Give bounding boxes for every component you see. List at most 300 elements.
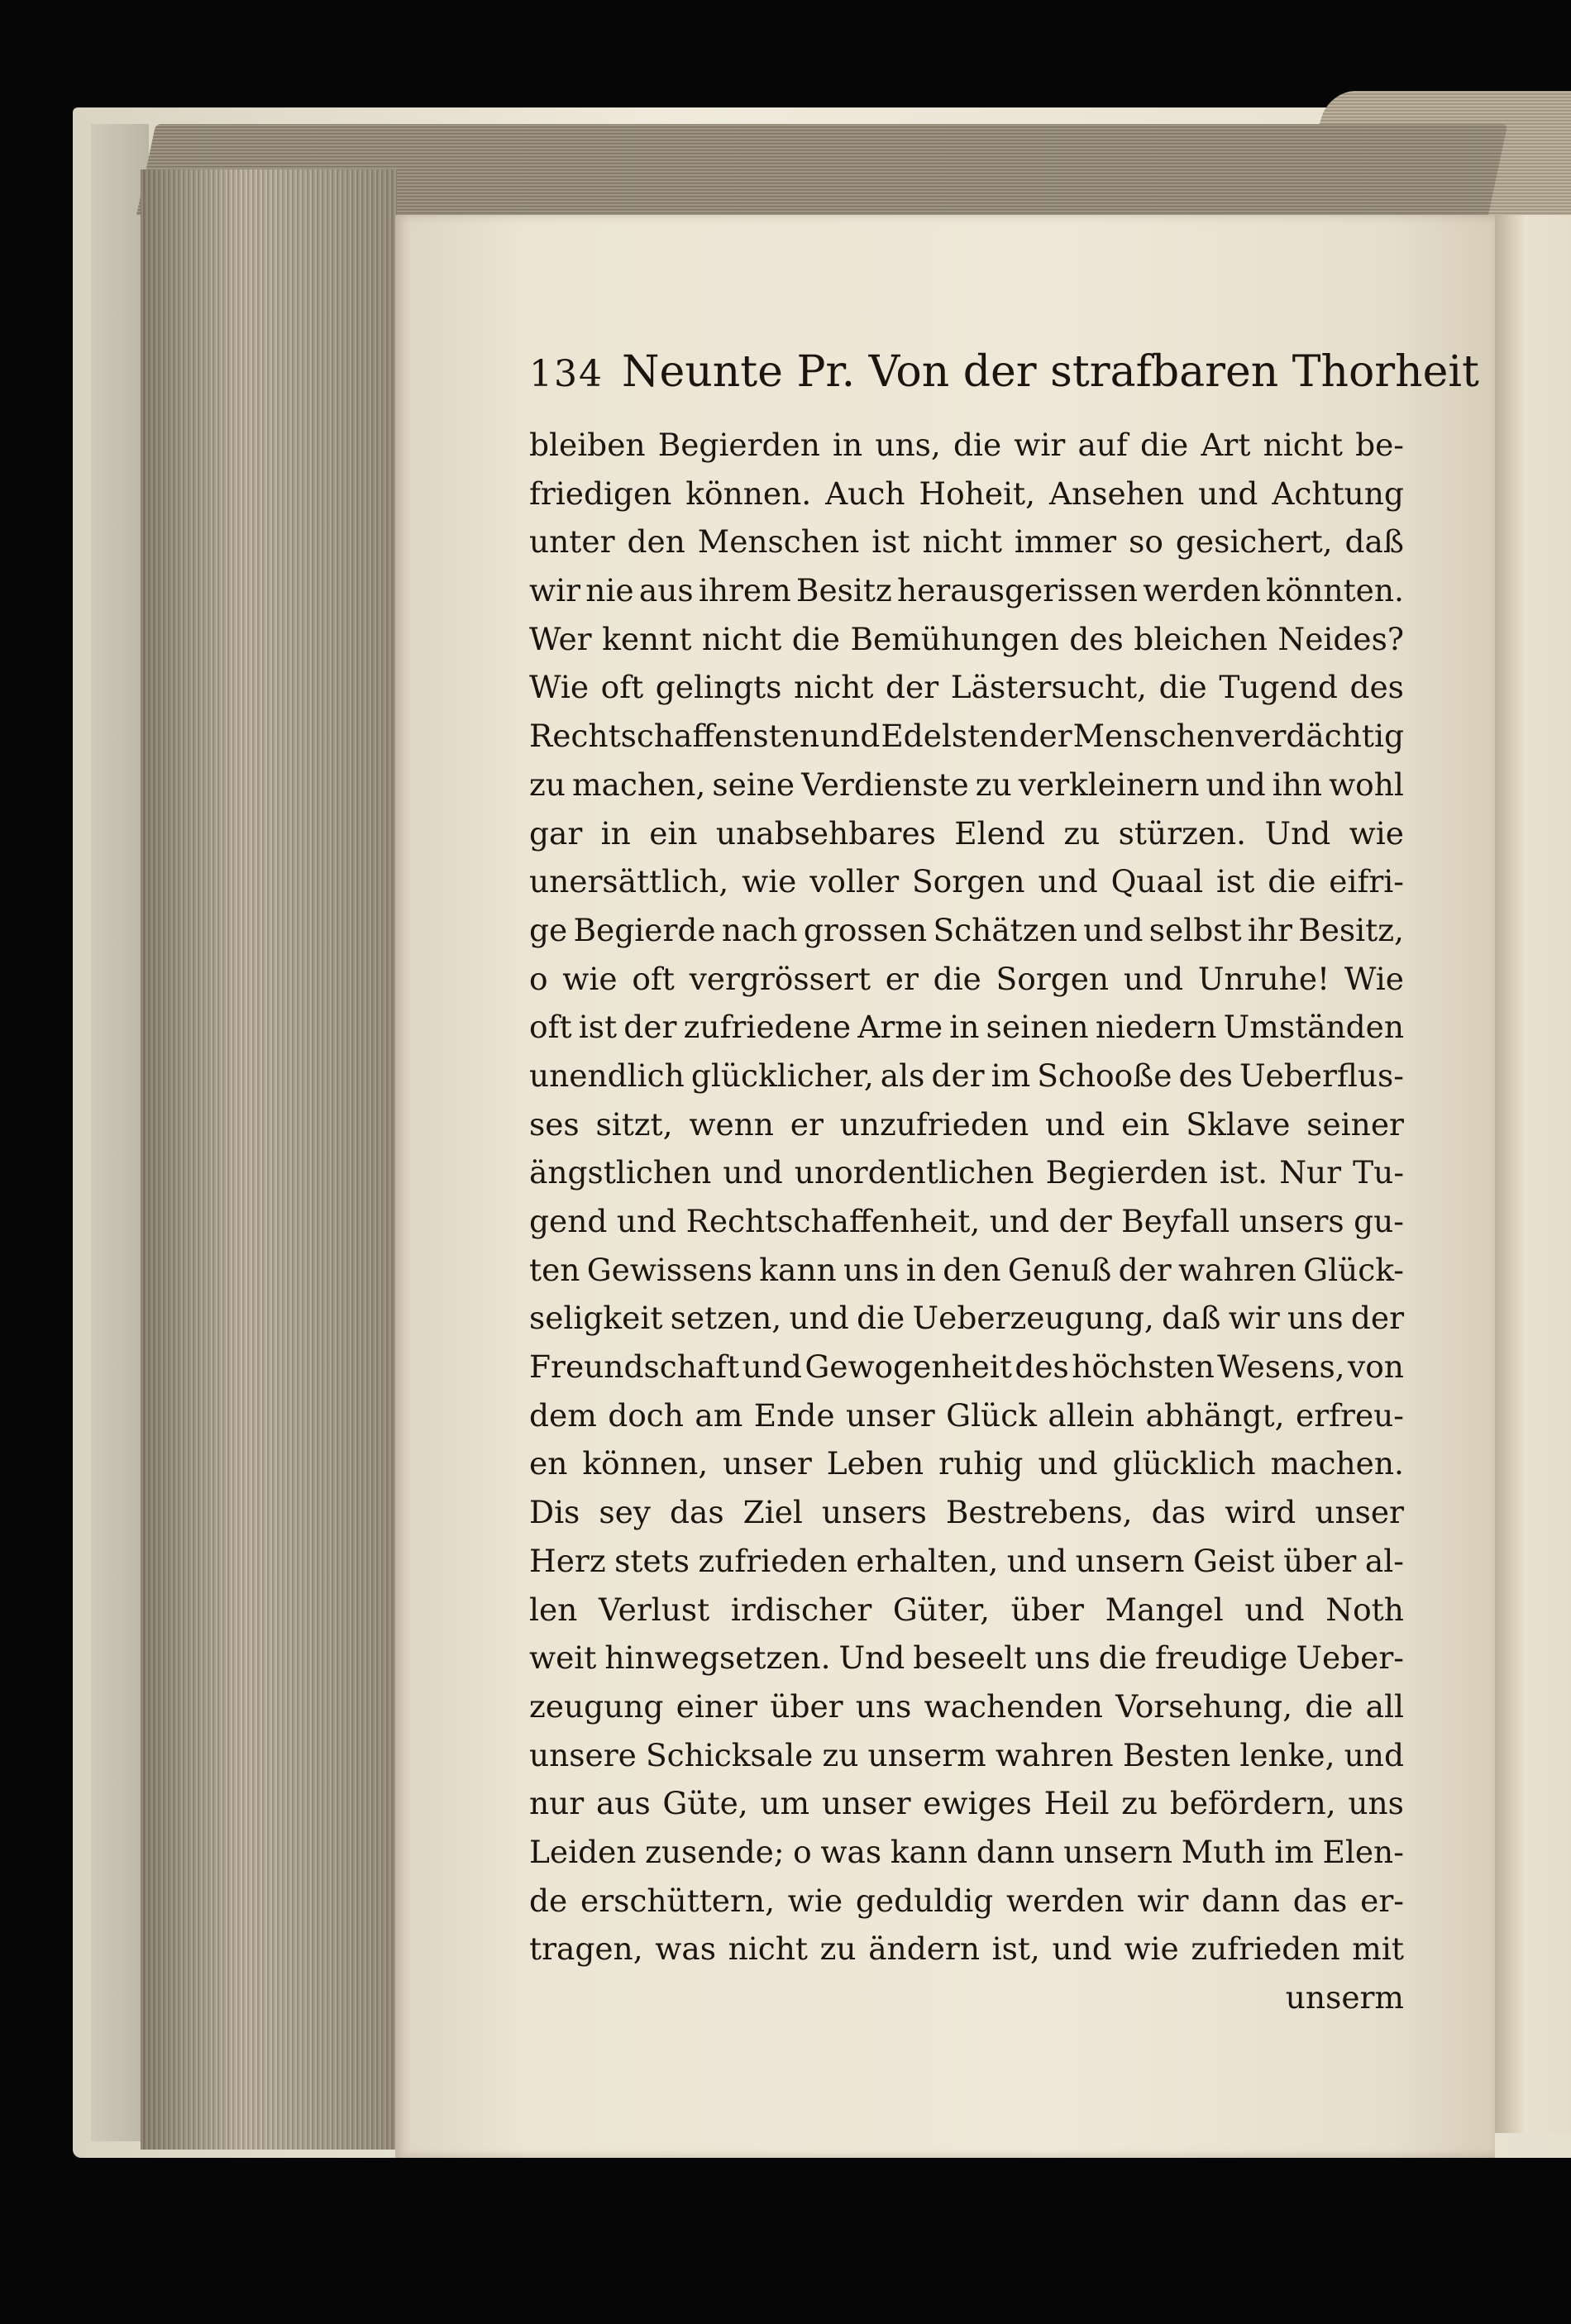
text-line [529,809,1404,858]
word: doch [608,1396,684,1434]
word: wie [1124,1930,1179,1968]
word: vergrössert [689,960,871,997]
word: gu- [1354,1203,1404,1239]
word: gesichert, [1175,523,1333,561]
word: das [1151,1494,1206,1531]
word: nicht [922,523,1002,561]
word: zufrieden [1191,1930,1340,1968]
word: in [833,427,863,463]
word: wenn [689,1105,774,1143]
word: stets [614,1542,690,1579]
word: ist. [1219,1154,1268,1191]
text-line [529,761,1404,809]
word: lenke, [1239,1736,1335,1773]
word: Verdienste [801,766,969,803]
word: wir [1014,427,1066,463]
word: Besten [1122,1736,1231,1773]
word: ändern [868,1930,980,1968]
word: über [1010,1591,1084,1628]
word: daß [1162,1300,1221,1337]
word: ge [529,911,568,948]
word: er [790,1105,824,1143]
word: ist, [991,1930,1040,1968]
word: am [695,1396,743,1434]
word: und [616,1203,677,1239]
word: bleichen [1134,620,1268,657]
word: uns [1034,1639,1091,1677]
word: Freundschaft [529,1348,740,1386]
word: gelingts [655,669,782,706]
text-line [529,1100,1404,1149]
word: zusende; [645,1833,785,1870]
text-line [529,1779,1404,1828]
word: Sorgen [996,960,1110,997]
word: o [529,960,548,997]
word: oft [632,960,675,997]
word: unser [821,1785,911,1822]
word: Noth [1325,1591,1404,1628]
word: den [943,1251,1001,1288]
word: des [1069,620,1124,657]
text-line [529,1731,1404,1780]
text-line [529,518,1404,566]
word: o [793,1833,812,1870]
word: oft [600,669,644,706]
word: Heil [1043,1785,1110,1822]
word: sey [599,1494,651,1531]
word: Besitz, [1298,911,1404,948]
word: kann [890,1833,968,1870]
word: zu [975,766,1012,803]
text-line [529,1197,1404,1246]
text-line [529,470,1404,518]
word: tragen, [529,1930,643,1968]
word: Wer [529,620,592,657]
word: bleiben [529,427,646,463]
word: selbst [1148,911,1242,948]
word: die [953,427,1002,463]
word: mit [1352,1930,1404,1968]
word: Gewogenheit [805,1348,1012,1386]
word: ist [578,1009,618,1046]
word: Dis [529,1494,580,1531]
word: der [931,1057,985,1094]
word: unser [845,1396,935,1434]
word: Begierde [573,911,716,948]
word: Sklave [1186,1105,1291,1143]
word: Schooße [1037,1057,1172,1094]
text-line [529,663,1404,712]
word: die [791,620,840,657]
word: von [1348,1348,1404,1386]
word: ihn [1272,766,1323,803]
word: machen, [571,766,706,803]
word: Glück [946,1396,1037,1434]
word: en [529,1445,568,1482]
word: Elend [954,814,1045,852]
word: aus [638,572,694,609]
word: Begierden [1045,1154,1208,1191]
word: wohl [1329,766,1404,803]
word: kann [759,1251,837,1288]
word: um [760,1785,810,1822]
word: Geist [1193,1542,1275,1579]
word: können, [582,1445,709,1482]
text-line [529,1052,1404,1100]
word: voller [809,863,900,900]
word: über [770,1687,843,1725]
word: Neides? [1277,620,1404,657]
word: unabsehbares [715,814,936,852]
word: Beyfall [1121,1203,1230,1239]
word: im [1274,1833,1314,1870]
word: Gewissens [586,1251,753,1288]
word: Rechtschaffensten [529,718,820,755]
text-line [529,1682,1404,1731]
word: und [1244,1591,1305,1628]
word: zu [529,766,566,803]
word: der [623,1009,677,1046]
page-number: 134 [529,353,604,395]
word: nur [529,1785,585,1822]
word: Auch [825,475,905,512]
word: unsern [1063,1833,1173,1870]
word: und [1083,911,1144,948]
word: unter [529,523,615,561]
word: unsers [821,1494,927,1531]
word: in [949,1009,980,1046]
word: sitzt, [595,1105,673,1143]
word: seiner [1306,1105,1404,1143]
word: unsere [529,1736,637,1773]
word: ein [1121,1105,1170,1143]
word: Quaal [1110,863,1204,900]
word: nicht [794,669,874,706]
word: zu [819,1930,857,1968]
word: höchsten [1072,1348,1215,1386]
word: Ziel [743,1494,803,1531]
word: wir [529,572,581,609]
word: auf [1077,427,1128,463]
text-line [529,906,1404,955]
text-line [529,1488,1404,1537]
word: freudige [1155,1639,1288,1677]
opposite-page-sliver [1495,215,1571,2133]
word: oft [529,1009,572,1046]
word: seine [712,766,795,803]
word: der [886,669,939,706]
word: im [991,1057,1031,1094]
text-line [529,1537,1404,1586]
word: und [1198,475,1258,512]
text-line [529,615,1404,664]
word: Menschen [697,523,860,561]
word: ist [1216,863,1255,900]
word: wie [742,863,797,900]
text-line [529,566,1404,615]
word: grossen [803,911,928,948]
word: und [1052,1930,1112,1968]
word: des [1015,1348,1069,1386]
word: beseelt [913,1639,1027,1677]
word: werden [1143,572,1261,609]
word: gar [529,814,583,852]
word: und [723,1154,783,1191]
word: zeugung [529,1687,664,1725]
word: Arme [857,1009,943,1046]
page-text-block [529,347,1479,2022]
catchword: unserm [1285,1979,1404,2016]
word: der [1118,1251,1172,1288]
word: zu [1121,1785,1158,1822]
catchword-line [529,1973,1404,2022]
word: Leiden [529,1833,637,1870]
word: wird [1225,1494,1296,1531]
word: glücklich [1112,1445,1256,1482]
word: zu [1063,814,1101,852]
word: Herz [529,1542,606,1579]
word: befördern, [1169,1785,1336,1822]
word: ein [649,814,698,852]
word: Unruhe! [1197,960,1330,997]
text-line [529,1343,1404,1391]
word: Wie [1344,960,1404,997]
word: kennt [602,620,692,657]
word: Tugend [1219,669,1338,706]
word: daß [1344,523,1404,561]
word: uns, [875,427,941,463]
word: und [1344,1736,1404,1773]
word: das [670,1494,724,1531]
word: Besitz [795,572,892,609]
word: Vorsehung, [1115,1687,1293,1725]
text-line [529,1439,1404,1488]
word: Tu- [1353,1154,1404,1191]
text-line [529,1246,1404,1295]
word: len [529,1591,578,1628]
word: nicht [701,620,782,657]
word: Ende [753,1396,835,1434]
word: niedern [1095,1009,1217,1046]
word: des [1349,669,1404,706]
word: wie [1349,814,1404,852]
text-line [529,1634,1404,1682]
page-block-shading [141,169,397,2150]
text-line [529,1003,1404,1052]
word: Wesens, [1217,1348,1345,1386]
text-line [529,1391,1404,1440]
word: wahren [995,1736,1114,1773]
word: Verlust [598,1591,710,1628]
word: Elen- [1322,1833,1404,1870]
word: unordentlichen [794,1154,1034,1191]
word: der [1019,718,1072,755]
word: zu [822,1736,859,1773]
word: friedigen [529,475,672,512]
word: in [905,1251,936,1288]
word: abhängt, [1145,1396,1285,1434]
word: irdischer [730,1591,872,1628]
word: so [1129,523,1163,561]
word: gend [529,1203,608,1239]
word: Bemühungen [850,620,1059,657]
word: Umständen [1223,1009,1404,1046]
word: unserm [867,1736,986,1773]
word: wachenden [924,1687,1103,1725]
word: in [600,814,631,852]
word: ten [529,1251,580,1288]
word: uns [843,1251,900,1288]
word: uns [1287,1300,1344,1337]
word: unzufrieden [839,1105,1029,1143]
text-line [529,1294,1404,1343]
word: Wie [529,669,590,706]
word: das [1292,1882,1348,1919]
word: Ansehen [1048,475,1185,512]
word: unser [723,1445,812,1482]
text-line [529,421,1404,470]
word: ihrem [698,572,791,609]
text-line [529,955,1404,1004]
word: Muth [1181,1833,1266,1870]
word: ihr [1247,911,1292,948]
word: dem [529,1396,597,1434]
word: die [1140,427,1189,463]
word: uns [1348,1785,1404,1822]
word: Begierden [657,427,820,463]
text-line [529,1828,1404,1877]
word: unsers [1239,1203,1344,1239]
word: als [880,1057,925,1094]
word: ses [529,1105,580,1143]
text-line [529,1877,1404,1926]
word: Glück- [1303,1251,1404,1288]
word: nie [585,572,634,609]
word: was [655,1930,716,1968]
word: und [1038,1445,1098,1482]
word: Edelsten [881,718,1019,755]
word: einer [676,1687,758,1725]
word: und [1038,863,1098,900]
text-line [529,1586,1404,1634]
word: stürzen. [1118,814,1247,852]
word: dann [976,1833,1055,1870]
word: über [1283,1542,1357,1579]
word: die [1305,1687,1354,1725]
word: und [742,1348,802,1386]
word: Lästersucht, [950,669,1147,706]
word: verdächtig [1235,718,1404,755]
word: wie [562,960,618,997]
word: könnten. [1266,572,1404,609]
word: und [1045,1105,1105,1143]
text-line [529,857,1404,906]
word: uns [855,1687,912,1725]
word: machen. [1270,1445,1404,1482]
word: Hoheit, [919,475,1036,512]
word: unser [1315,1494,1404,1531]
word: wie [787,1882,843,1919]
body-text [529,421,1404,1973]
word: nach [721,911,798,948]
word: ruhig [938,1445,1024,1482]
word: er- [1360,1882,1404,1919]
word: was [820,1833,882,1870]
word: weit [529,1639,597,1677]
word: Sorgen [911,863,1025,900]
word: allein [1048,1396,1135,1434]
word: aus [595,1785,651,1822]
word: und [1123,960,1184,997]
running-head-title: Neunte Pr. Von der strafbaren Thorheit [621,347,1479,397]
word: Ueber- [1296,1639,1404,1677]
word: Schätzen [933,911,1077,948]
text-line [529,712,1404,761]
word: Güter, [892,1591,991,1628]
word: Mangel [1105,1591,1224,1628]
word: ängstlichen [529,1154,712,1191]
word: den [627,523,685,561]
word: die [1158,669,1207,706]
word: eifri- [1329,863,1404,900]
word: Bestrebens, [945,1494,1133,1531]
word: Güte, [662,1785,748,1822]
word: des [1178,1057,1233,1094]
word: wahren [1177,1251,1296,1288]
word: werden [1006,1882,1125,1919]
word: nicht [1263,427,1343,463]
word: seinen [986,1009,1089,1046]
word: unersättlich, [529,863,729,900]
word: Art [1201,427,1251,463]
word: Achtung [1272,475,1404,512]
word: Ueberflus- [1239,1057,1404,1094]
word: zufrieden [698,1542,848,1579]
word: wir [1228,1300,1280,1337]
word: unendlich [529,1057,685,1094]
word: setzen, [670,1300,782,1337]
word: seligkeit [529,1300,663,1337]
text-line [529,1925,1404,1973]
word: ewiges [923,1785,1032,1822]
word: hinwegsetzen. [604,1639,831,1677]
text-line [529,1148,1404,1197]
word: immer [1014,523,1117,561]
word: und [989,1203,1050,1239]
word: de [529,1882,568,1919]
word: wir [1137,1882,1189,1919]
word: er [885,960,919,997]
word: ist [871,523,910,561]
word: der [1058,1203,1112,1239]
word: erhalten, [856,1542,999,1579]
word: zufriedene [683,1009,852,1046]
word: be- [1355,427,1404,463]
word: al- [1364,1542,1404,1579]
word: der [1350,1300,1404,1337]
word: dann [1201,1882,1280,1919]
word: Rechtschaffenheit, [685,1203,981,1239]
word: Leben [826,1445,924,1482]
word: die [1098,1639,1147,1677]
word: und [1006,1542,1067,1579]
word: erschüttern, [580,1882,775,1919]
word: nicht [728,1930,808,1968]
word: Genuß [1007,1251,1112,1288]
word: Ueberzeugung, [912,1300,1154,1337]
word: all [1365,1687,1404,1725]
word: und [820,718,881,755]
